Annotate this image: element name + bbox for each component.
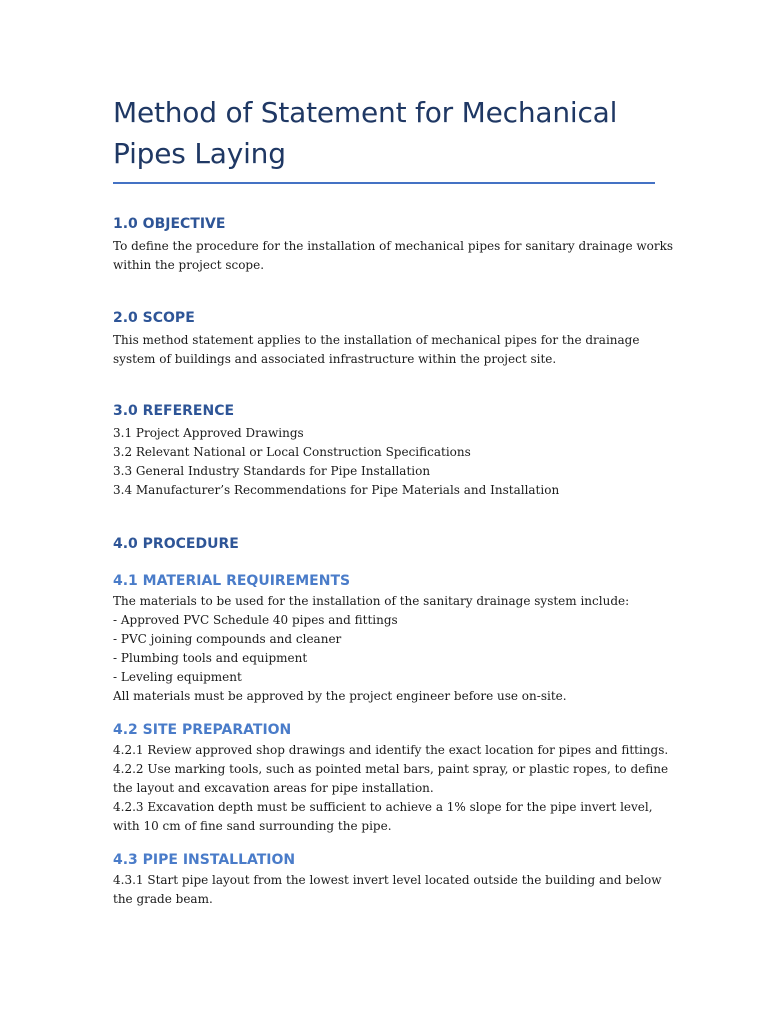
list-item: 3.4 Manufacturer’s Recommendations for Pipe Materials and Installation: [113, 483, 560, 497]
pipe-installation-text: [113, 871, 662, 909]
document-content: [113, 92, 674, 909]
subsection-heading-material-requirements: 4.1 MATERIAL REQUIREMENTS: [113, 573, 351, 589]
site-preparation-text: [113, 741, 669, 836]
text-line: All materials must be approved by the project engineer before use on-site.: [113, 689, 567, 703]
title-underline: [113, 182, 655, 184]
section-heading-reference: 3.0 REFERENCE: [113, 403, 235, 419]
text-line: 4.3.1 Start pipe layout from the lowest invert level located outside the building and below: [113, 873, 662, 887]
text-line: the layout and excavation areas for pipe installation.: [113, 781, 434, 795]
text-line: To define the procedure for the installation of mechanical pipes for sanitary drainage works: [113, 239, 674, 253]
scope-text: [113, 331, 658, 369]
text-line: 4.2.1 Review approved shop drawings and identify the exact location for pipes and fittings.: [113, 743, 669, 757]
reference-list: [113, 424, 658, 500]
text-line: system of buildings and associated infrastructure within the project site.: [113, 352, 557, 366]
objective-text: [113, 237, 674, 275]
subsection-heading-pipe-installation: 4.3 PIPE INSTALLATION: [113, 852, 296, 868]
list-item: 3.3 General Industry Standards for Pipe Installation: [113, 464, 431, 478]
text-line: 4.2.3 Excavation depth must be sufficient to achieve a 1% slope for the pipe invert level,: [113, 800, 653, 814]
list-item: - Plumbing tools and equipment: [113, 651, 308, 665]
document-title: [113, 92, 658, 174]
section-heading-procedure: 4.0 PROCEDURE: [113, 536, 239, 552]
text-line: 4.2.2 Use marking tools, such as pointed metal bars, paint spray, or plastic ropes, to define: [113, 762, 669, 776]
list-item: - Leveling equipment: [113, 670, 242, 684]
material-requirements-text: [113, 592, 658, 706]
text-line: with 10 cm of fine sand surrounding the pipe.: [113, 819, 392, 833]
text-line: the grade beam.: [113, 892, 213, 906]
list-item: - PVC joining compounds and cleaner: [113, 632, 342, 646]
list-item: 3.2 Relevant National or Local Construction Specifications: [113, 445, 471, 459]
text-line: within the project scope.: [113, 258, 265, 272]
section-heading-objective: 1.0 OBJECTIVE: [113, 216, 226, 232]
list-item: 3.1 Project Approved Drawings: [113, 426, 304, 440]
section-heading-scope: 2.0 SCOPE: [113, 310, 195, 326]
list-item: - Approved PVC Schedule 40 pipes and fittings: [113, 613, 398, 627]
text-line: This method statement applies to the installation of mechanical pipes for the drainage: [113, 333, 640, 347]
text-line: The materials to be used for the installation of the sanitary drainage system include:: [113, 594, 630, 608]
title-line: Pipes Laying: [113, 137, 286, 170]
title-line: Method of Statement for Mechanical: [113, 96, 618, 129]
subsection-heading-site-preparation: 4.2 SITE PREPARATION: [113, 722, 292, 738]
